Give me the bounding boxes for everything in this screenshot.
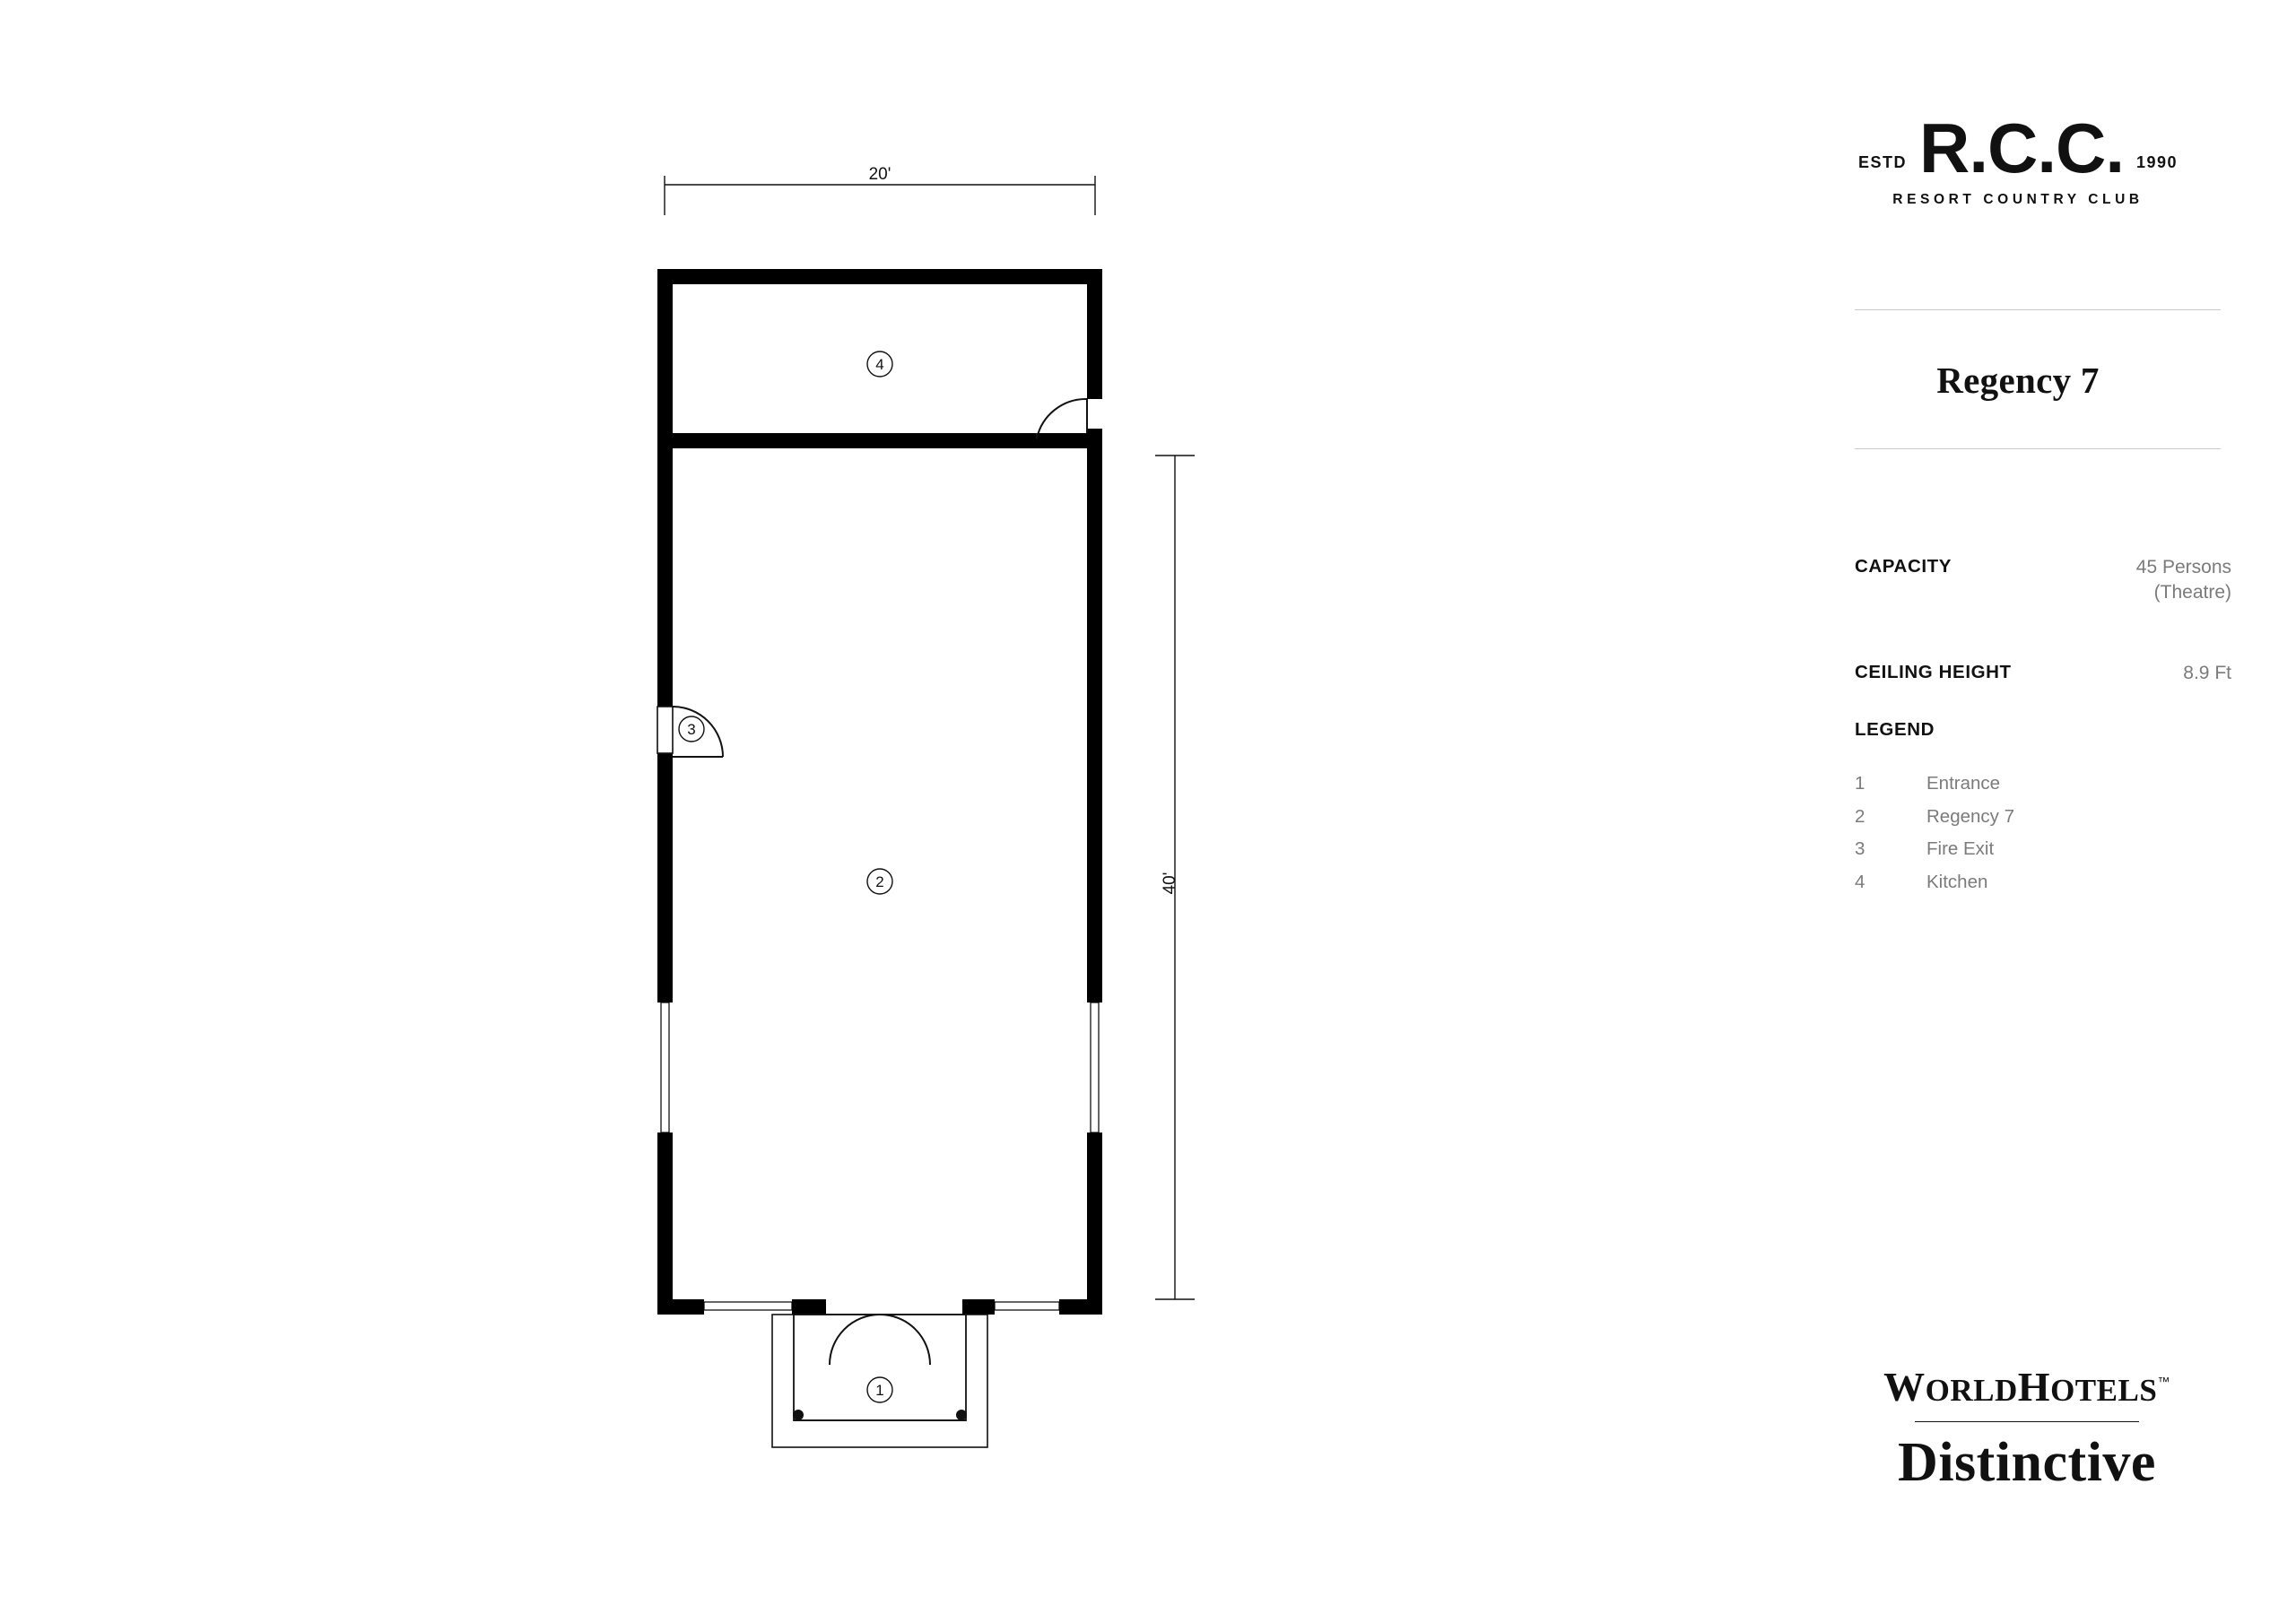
capacity-value: [2136, 555, 2231, 606]
marker-4-label: 4: [875, 356, 884, 373]
worldhotels-rule: [1915, 1421, 2139, 1422]
list-item: [1855, 872, 2231, 905]
legend-item-label: Kitchen: [1926, 871, 1988, 892]
page-title: Regency 7: [1936, 360, 2100, 401]
capacity-value-line1: 45 Persons: [2135, 557, 2231, 577]
worldhotels-wordmark: [1883, 1363, 2170, 1410]
marker-3-label: 3: [687, 721, 696, 738]
fire-exit-leaf: [657, 707, 673, 753]
ceiling-height-value: 8.9 Ft: [2183, 663, 2231, 683]
worldhotels-w: W: [1883, 1364, 1926, 1410]
dimension-height-label: 40': [1161, 872, 1179, 895]
legend-item-number: 4: [1855, 871, 1866, 892]
legend-item-label: Regency 7: [1926, 805, 2015, 827]
worldhotels-orld: ORLD: [1925, 1373, 2018, 1408]
rcc-estd-label: ESTD: [1857, 153, 1907, 172]
capacity-value-line2: (Theatre): [2153, 582, 2231, 603]
legend-item-number: 2: [1855, 805, 1866, 827]
capacity-label: CAPACITY: [1855, 556, 1952, 577]
trademark-symbol: ™: [2157, 1374, 2170, 1389]
divider-top: [1855, 309, 2221, 310]
worldhotels-h: H: [2017, 1364, 2051, 1410]
kitchen-door: [1037, 399, 1087, 438]
info-panel: [1794, 0, 2260, 1623]
marker-2-label: 2: [875, 873, 884, 890]
dimension-width-label: 20': [868, 165, 891, 184]
rcc-year-label: 1990: [2135, 153, 2179, 172]
legend-item-number: 3: [1855, 838, 1866, 859]
rcc-initials: R.C.C.: [1918, 108, 2124, 187]
ceiling-height-row: [1855, 662, 2231, 708]
fire-exit-door: [673, 707, 723, 757]
legend-item-label: Fire Exit: [1926, 838, 1995, 859]
rcc-logo: [1812, 108, 2224, 208]
worldhotels-logo: [1812, 1363, 2242, 1495]
entrance-dot-right: [956, 1410, 967, 1420]
distinctive-label: Distinctive: [1898, 1432, 2156, 1493]
legend-item-number: 1: [1855, 773, 1866, 794]
rcc-subtitle: RESORT COUNTRY CLUB: [1892, 192, 2144, 208]
ceiling-height-label: CEILING HEIGHT: [1855, 662, 2012, 682]
worldhotels-otels: OTELS: [2050, 1373, 2158, 1408]
list-item: [1855, 806, 2231, 839]
divider-bottom: [1855, 448, 2221, 449]
legend-label: LEGEND: [1855, 719, 1935, 740]
capacity-row: [1855, 556, 2231, 603]
legend-list: [1855, 773, 2231, 904]
list-item: [1855, 838, 2231, 872]
entrance-dot-left: [793, 1410, 804, 1420]
entrance-vestibule: [772, 1315, 987, 1447]
legend-item-label: Entrance: [1926, 773, 2001, 794]
list-item: [1855, 773, 2231, 806]
marker-1-label: 1: [875, 1382, 884, 1399]
